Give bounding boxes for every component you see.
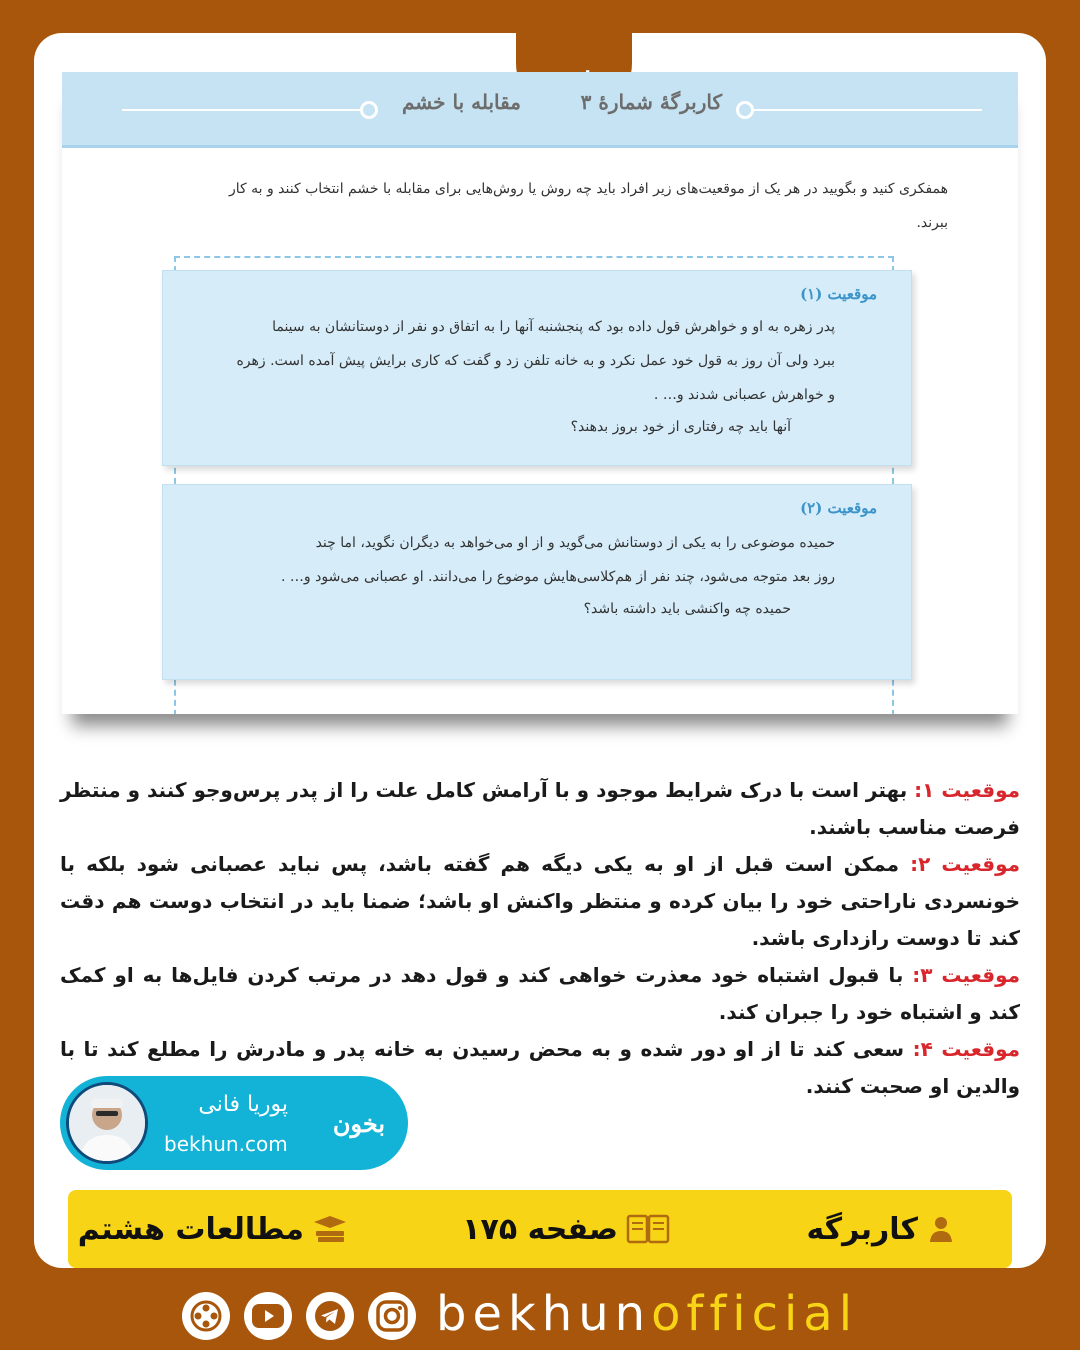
footer [182, 1288, 898, 1348]
situation-line: حمیده موضوعی را به یکی از دوستانش می‌گوید و از او می‌خواهد به دیگران نگوید، اما چند [315, 535, 835, 551]
instagram-icon [375, 1299, 409, 1333]
instructions-line-1: همفکری کنید و بگویید در هر یک از موقعیت‌های زیر افراد باید چه روش یا روش‌هایی برای مقابله با خشم انتخاب کنند و به کار [228, 181, 948, 197]
avatar [66, 1082, 148, 1164]
author-badge[interactable] [60, 1076, 408, 1170]
book-page-scan [62, 72, 1018, 714]
answer-label: موقعیت ۱: [914, 778, 1020, 802]
situation-line: روز بعد متوجه می‌شود، چند نفر از هم‌کلاسی‌هایش موضوع را می‌دانند. او عصبانی می‌شود و… . [281, 569, 835, 585]
situation-line: و خواهرش عصبانی شدند و… . [653, 387, 835, 403]
header-dot-right [736, 101, 754, 119]
worksheet-header [62, 72, 1018, 148]
worksheet-number: کاربرگۀ شمارۀ ۳ [580, 90, 722, 114]
answer-1 [60, 772, 1020, 846]
person-icon [69, 1085, 145, 1161]
brand-part-1: bekhun [436, 1286, 652, 1342]
info-bar [68, 1190, 1012, 1268]
aparat-icon [189, 1299, 223, 1333]
author-name: پوریا فانی [198, 1092, 288, 1117]
youtube-icon [251, 1303, 285, 1329]
situation-line: ببرد ولی آن روز به قول خود عمل نکرد و به خانه تلفن زد و گفت که کاری برایش پیش آمده است. زهره [236, 353, 835, 369]
situation-question: آنها باید چه رفتاری از خود بروز بدهند؟ [570, 419, 791, 435]
situation-title: موقعیت (۱) [800, 285, 877, 303]
header-rule-right [752, 109, 982, 111]
author-website[interactable]: bekhun.com [164, 1132, 288, 1156]
worksheet-topic: مقابله با خشم [402, 90, 521, 114]
answer-body: با قبول اشتباه خود معذرت خواهی کند و قول دهد در مرتب کردن فایل‌ها به او کمک کند و اشتباه خود را جبران کند. [60, 963, 1020, 1024]
answer-3 [60, 957, 1020, 1031]
instagram-link[interactable] [368, 1292, 416, 1340]
answer-body: ممکن است قبل از او به یکی دیگه هم گفته باشد، پس نباید عصبانی شود بلکه با خونسردی ناراحتی خود را بیان کرده و منتظر واکنش او باشد؛ ضمنا باید در انتخاب دوست هم دقت کند تا دوست رازداری باشد. [60, 852, 1020, 950]
answers-text [60, 772, 1020, 1105]
aparat-link[interactable] [182, 1292, 230, 1340]
instructions-line-2: ببرند. [916, 215, 948, 231]
answer-body: بهتر است با درک شرایط موجود و با آرامش کامل علت را از پدر پرس‌وجو کنند و منتظر فرصت مناسب باشند. [59, 778, 1020, 839]
situation-box-2 [162, 484, 912, 680]
answer-body: سعی کند تا از او دور شده و به محض رسیدن به خانه پدر و مادرش را مطلع کند تا با والدین او صحبت کنند. [60, 1037, 1020, 1098]
graduation-books-icon [312, 1214, 348, 1244]
page-number-label: صفحه ۱۷۵ [462, 1211, 618, 1247]
answer-label: موقعیت ۴: [912, 1037, 1020, 1061]
worksheet-type-label: کاربرگه [806, 1211, 918, 1247]
subject-label: مطالعات هشتم [77, 1211, 304, 1247]
situation-line: پدر زهره به او و خواهرش قول داده بود که پنجشنبه آنها را به اتفاق دو نفر از دوستانشان به سینما [272, 319, 835, 335]
brand-part-2: official [651, 1286, 859, 1342]
situation-title: موقعیت (۲) [800, 499, 877, 517]
worksheet-instructions [142, 172, 948, 240]
header-rule-left [122, 109, 362, 111]
worksheet-title [402, 90, 722, 114]
answer-2 [60, 846, 1020, 957]
answer-label: موقعیت ۳: [912, 963, 1020, 987]
bekhun-official-handle[interactable] [436, 1286, 858, 1342]
situation-question: حمیده چه واکنشی باید داشته باشد؟ [583, 601, 791, 617]
bekhun-logo-small: بخون [332, 1108, 386, 1138]
telegram-link[interactable] [306, 1292, 354, 1340]
answer-label: موقعیت ۲: [910, 852, 1020, 876]
situation-box-1 [162, 270, 912, 466]
teacher-icon [926, 1214, 956, 1244]
page-number [462, 1190, 670, 1268]
telegram-icon [313, 1299, 347, 1333]
book-icon [626, 1213, 670, 1245]
youtube-link[interactable] [244, 1292, 292, 1340]
header-dot-left [360, 101, 378, 119]
worksheet-type [806, 1190, 956, 1268]
subject [78, 1190, 348, 1268]
